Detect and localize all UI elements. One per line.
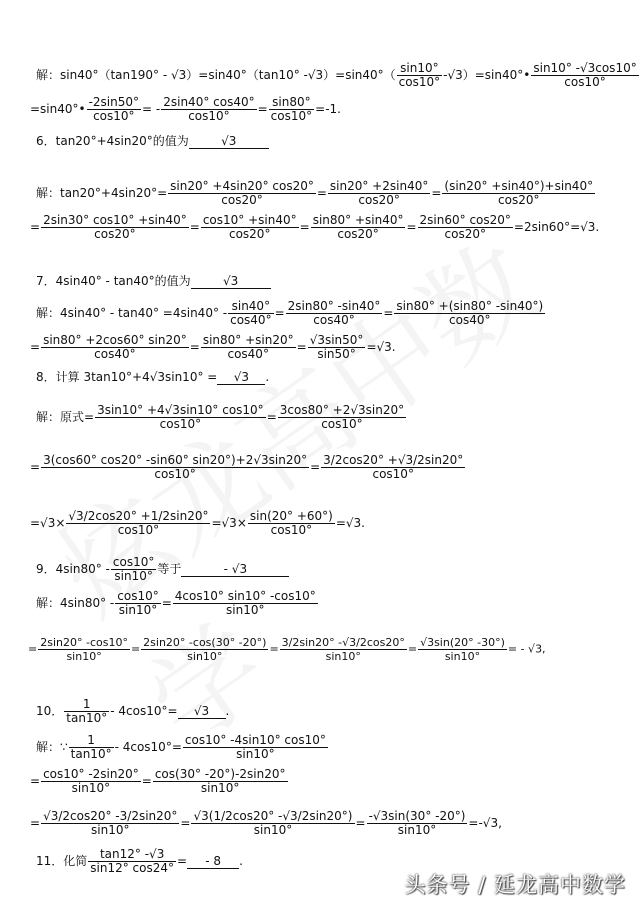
fraction <box>88 848 176 875</box>
question-line <box>36 848 243 875</box>
numerator: 2sin60° cos20° <box>419 213 511 227</box>
numerator: cos10° <box>112 555 155 569</box>
numerator: tan12° -√3 <box>88 848 176 862</box>
numerator: sin80° <box>269 96 314 110</box>
denominator: sin10° <box>397 823 437 837</box>
numerator: sin80° +sin40° <box>312 213 404 227</box>
numerator <box>191 810 354 824</box>
fraction <box>66 510 210 537</box>
text-segment: =√3× <box>211 516 247 530</box>
denominator: sin10° <box>444 650 481 663</box>
text-segment: = <box>296 340 307 354</box>
text-segment: = <box>299 220 310 234</box>
text-segment: sin20° <box>138 809 178 823</box>
denominator: sin12° cos24° <box>90 861 175 875</box>
text-segment: =sin40°• <box>30 102 86 116</box>
text-segment: = <box>266 410 277 424</box>
text-segment: = <box>30 220 41 234</box>
numerator: -√3sin(30° -20°) <box>368 809 466 823</box>
text-segment: =-1. <box>315 102 341 116</box>
denominator: cos40° <box>449 313 491 327</box>
fraction <box>41 768 141 795</box>
text-segment: cos20° + <box>342 453 398 467</box>
fraction <box>442 180 595 207</box>
solution-line <box>30 454 466 481</box>
fraction <box>41 214 189 241</box>
coefficient: √3/2 <box>43 809 71 823</box>
text-segment: = <box>30 774 41 788</box>
solution-line <box>30 96 341 123</box>
question-text: 8．计算 3tan10°+4√3sin10° = <box>36 370 218 384</box>
solution-line <box>28 636 546 663</box>
text-segment: =2sin60°=√3. <box>513 220 600 234</box>
text-segment: = <box>257 102 268 116</box>
fraction <box>191 810 354 837</box>
question-line <box>36 698 229 725</box>
answer-blank: √3 <box>191 274 271 289</box>
fraction <box>69 734 114 761</box>
fraction <box>418 636 507 663</box>
denominator: cos40° <box>227 347 269 361</box>
fraction <box>367 810 468 837</box>
text-segment: sin20° - <box>299 636 343 649</box>
coefficient: √3/2 <box>68 509 96 523</box>
denominator: tan10° <box>66 711 108 725</box>
answer-blank: √3 <box>189 134 269 149</box>
text-segment: cos20° <box>366 636 405 649</box>
coefficient: 1/2 <box>213 809 233 823</box>
numerator: 1 <box>69 734 114 748</box>
fraction <box>308 334 366 361</box>
numerator: 2sin80° -sin40° <box>287 299 381 313</box>
numerator: 1 <box>64 698 109 712</box>
coefficient: 3/2 <box>281 636 300 649</box>
coefficient: √3/2 <box>342 636 367 649</box>
text-segment: =-√3, <box>468 816 502 830</box>
fraction <box>418 214 513 241</box>
denominator: cos10° <box>564 75 606 89</box>
solution-line <box>36 180 596 207</box>
fraction <box>111 556 156 583</box>
denominator: sin10° <box>114 569 153 583</box>
fraction <box>311 214 406 241</box>
numerator: sin10° <box>397 62 442 76</box>
numerator: cos(30° -20°)-2sin20° <box>154 767 286 781</box>
solution-line <box>30 214 599 241</box>
solution-line <box>36 590 319 617</box>
text-segment: =√3. <box>366 340 396 354</box>
text-segment: = <box>130 642 141 656</box>
fraction <box>38 636 130 663</box>
fraction <box>41 334 189 361</box>
denominator: sin10° <box>200 781 240 795</box>
fraction <box>321 454 465 481</box>
fraction <box>168 180 316 207</box>
denominator: sin10° <box>226 603 265 617</box>
denominator: cos20° <box>337 227 379 241</box>
denominator: cos10° <box>117 523 160 537</box>
answer-blank: - 8 <box>187 854 239 869</box>
numerator <box>66 510 210 524</box>
text-segment: = <box>28 642 38 656</box>
text-segment: 解：4sin40° - tan40° =4sin40° - <box>36 306 228 320</box>
fraction <box>115 590 160 617</box>
text-segment: = <box>30 816 41 830</box>
text-segment: = <box>383 306 394 320</box>
text-segment: 等于 <box>157 562 182 576</box>
question-line <box>36 370 269 385</box>
fraction <box>64 698 109 725</box>
fraction <box>153 768 288 795</box>
numerator: 4cos10° sin10° -cos10° <box>174 589 316 603</box>
denominator: cos10° <box>321 417 363 431</box>
text-segment: 解：4sin80° - <box>36 596 115 610</box>
denominator: cos20° <box>444 227 486 241</box>
numerator: sin20° +4sin20° cos20° <box>170 179 314 193</box>
fraction <box>95 404 266 431</box>
text-segment: - 4cos10°= <box>114 740 182 754</box>
text-segment: cos20° - <box>232 809 283 823</box>
numerator: sin10° -√3cos10° <box>533 61 637 75</box>
numerator <box>41 810 179 824</box>
numerator: 2sin30° cos10° +sin40° <box>43 213 187 227</box>
text-segment: 解：原式= <box>36 410 95 424</box>
text-segment: =√3. <box>335 516 365 530</box>
denominator: sin10° <box>66 650 102 663</box>
denominator: cos10° <box>159 417 202 431</box>
denominator: tan10° <box>70 747 112 761</box>
numerator: 2sin20° -cos10° <box>40 636 128 649</box>
numerator: √3sin50° <box>309 333 364 347</box>
numerator: sin80° +sin20° <box>202 333 294 347</box>
text-segment: . <box>225 704 230 718</box>
solution-line <box>30 510 365 537</box>
text-segment: sin20°) <box>309 809 353 823</box>
text-segment: = <box>30 460 41 474</box>
solution-line <box>36 404 407 431</box>
numerator: -2sin50° <box>88 95 140 109</box>
numerator <box>321 454 465 468</box>
numerator: sin40° <box>228 300 273 314</box>
numerator: 2sin40° cos40° <box>163 95 255 109</box>
text-segment: sin20° <box>170 509 209 523</box>
text-segment: = - <box>142 102 161 116</box>
text-segment: 解：sin40°（tan190° - √3）=sin40°（tan10° -√3）=sin40°（ <box>36 68 396 82</box>
text-segment: 解：tan20°+4sin20°= <box>36 186 168 200</box>
solution-line <box>36 300 546 327</box>
fraction <box>286 300 383 327</box>
text-segment: √3( <box>193 809 214 823</box>
numerator: 3sin10° +4√3sin10° cos10° <box>97 403 264 417</box>
solution-line <box>30 334 396 361</box>
answer-blank: - √3 <box>181 562 289 577</box>
numerator: sin(20° +60°) <box>249 509 333 523</box>
text-segment: = <box>180 816 191 830</box>
text-segment: cos20° + <box>95 509 151 523</box>
numerator: 3cos80° +2√3sin20° <box>279 403 405 417</box>
fraction <box>397 62 442 89</box>
solution-line <box>36 62 640 89</box>
text-segment: sin20° <box>424 453 464 467</box>
denominator: cos10° <box>154 467 196 481</box>
fraction <box>201 214 299 241</box>
fraction <box>278 404 406 431</box>
fraction <box>394 300 545 327</box>
denominator: sin10° <box>253 823 293 837</box>
denominator: sin10° <box>91 823 130 837</box>
text-segment: 解：∵ <box>36 740 68 754</box>
solution-line <box>30 810 502 837</box>
fraction <box>531 62 638 89</box>
coefficient: 1/2 <box>150 509 171 523</box>
text-segment: - 4cos10°= <box>110 704 178 718</box>
denominator: cos20° <box>228 227 271 241</box>
numerator <box>280 636 407 650</box>
fraction <box>87 96 141 123</box>
numerator: cos10° -2sin20° <box>43 767 139 781</box>
fraction <box>183 734 328 761</box>
denominator: sin10° <box>325 650 361 663</box>
numerator: sin80° +2cos60° sin20° <box>43 333 187 347</box>
denominator: sin10° <box>187 650 223 663</box>
question-line <box>36 556 289 583</box>
answer-blank: √3 <box>178 704 226 719</box>
text-segment: = <box>406 220 417 234</box>
text-segment: = <box>141 774 152 788</box>
numerator: (sin20° +sin40°)+sin40° <box>444 179 594 193</box>
denominator: cos40° <box>313 313 355 327</box>
fraction <box>228 300 273 327</box>
denominator: cos20° <box>221 193 263 207</box>
text-segment: -√3）=sin40°• <box>443 68 531 82</box>
denominator: cos10° <box>372 467 414 481</box>
denominator: cos40° <box>94 347 136 361</box>
denominator: cos20° <box>358 193 400 207</box>
question-text: 11．化简 <box>36 854 88 868</box>
text-segment: cos20° - <box>70 809 120 823</box>
solution-line <box>30 768 289 795</box>
fraction <box>41 810 179 837</box>
denominator: cos10° <box>398 75 441 89</box>
coefficient: √3/2 <box>282 809 310 823</box>
fraction <box>141 636 268 663</box>
fraction <box>328 180 430 207</box>
denominator: sin10° <box>118 603 158 617</box>
denominator: cos10° <box>93 109 135 123</box>
fraction <box>161 96 256 123</box>
denominator: cos10° <box>270 109 313 123</box>
text-segment: = <box>274 306 285 320</box>
numerator: 2sin20° -cos(30° -20°) <box>143 636 267 649</box>
source-watermark: 头条号 / 延龙高中数学 <box>404 873 626 897</box>
denominator: cos20° <box>94 227 136 241</box>
text-segment: = <box>189 340 200 354</box>
text-segment: = <box>310 460 321 474</box>
fraction <box>41 454 309 481</box>
numerator: cos10° <box>117 589 159 603</box>
question-text: 9．4sin80° - <box>36 562 110 576</box>
text-segment: = <box>189 220 200 234</box>
numerator: cos10° +sin40° <box>202 213 297 227</box>
fraction <box>280 636 407 663</box>
denominator: cos10° <box>188 109 230 123</box>
question-text: 7．4sin40° - tan40°的值为 <box>36 274 191 288</box>
text-segment: =√3× <box>30 516 66 530</box>
text-segment: = <box>161 596 172 610</box>
text-segment: = <box>407 642 418 656</box>
numerator: 3(cos60° cos20° -sin60° sin20°)+2√3sin20° <box>43 453 308 467</box>
numerator: sin20° +2sin40° <box>329 179 429 193</box>
fraction <box>248 510 335 537</box>
text-segment: = <box>431 186 442 200</box>
numerator: sin80° +(sin80° -sin40°) <box>396 299 544 313</box>
numerator: cos10° -4sin10° cos10° <box>184 733 326 747</box>
question-line <box>36 274 271 289</box>
text-segment: = <box>316 186 327 200</box>
text-segment: = <box>177 854 188 868</box>
answer-blank: √3 <box>217 370 265 385</box>
numerator: √3sin(20° -30°) <box>420 636 505 649</box>
denominator: sin10° <box>71 781 111 795</box>
question-line <box>36 134 269 149</box>
text-segment: . <box>239 854 243 868</box>
question-text: 10． <box>36 704 64 718</box>
denominator: cos10° <box>270 523 313 537</box>
fraction <box>173 590 318 617</box>
fraction <box>269 96 314 123</box>
text-segment: = <box>30 340 41 354</box>
text-segment: = <box>355 816 366 830</box>
text-segment: = <box>269 642 279 656</box>
text-segment: = - √3, <box>507 642 546 656</box>
denominator: cos40° <box>230 313 272 327</box>
denominator: sin10° <box>236 747 275 761</box>
denominator: cos20° <box>498 193 540 207</box>
coefficient: 3/2 <box>323 453 343 467</box>
question-text: 6．tan20°+4sin20°的值为 <box>36 134 189 148</box>
coefficient: 3/2 <box>119 809 139 823</box>
fraction <box>201 334 296 361</box>
coefficient: √3/2 <box>397 453 425 467</box>
text-segment: . <box>265 370 270 384</box>
solution-line <box>36 734 329 761</box>
denominator: sin50° <box>317 347 356 361</box>
